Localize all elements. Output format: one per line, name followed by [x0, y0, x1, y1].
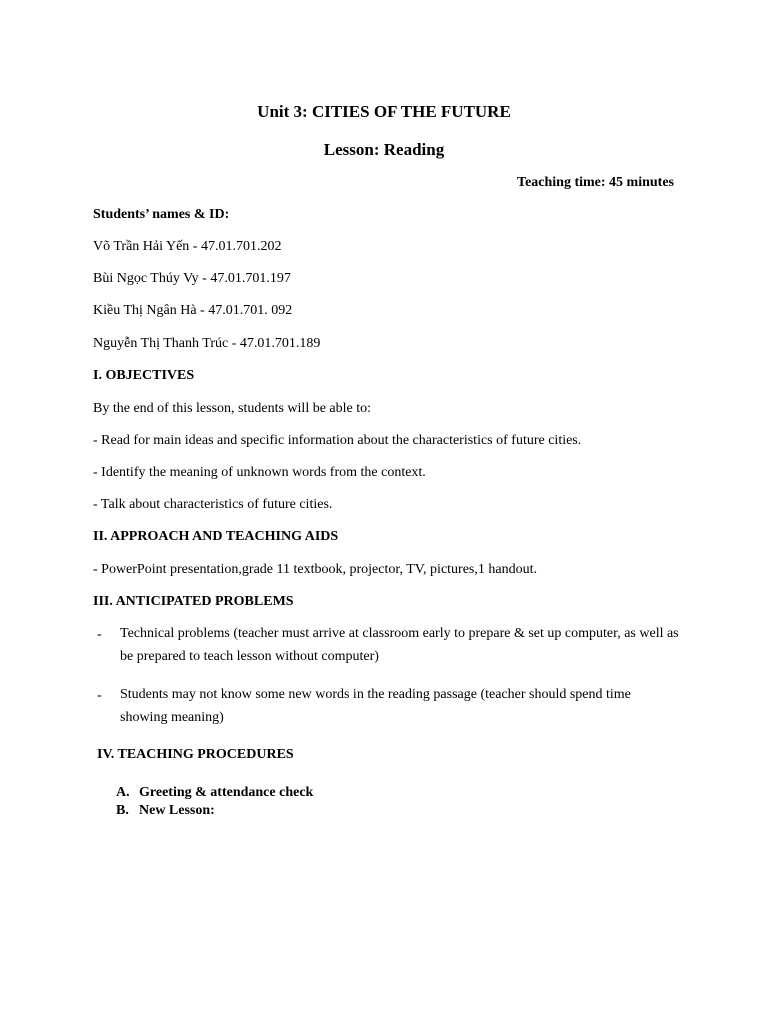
procedure-letter: A. [116, 785, 130, 800]
student-entry: Nguyễn Thị Thanh Trúc - 47.01.701.189 [93, 336, 321, 351]
procedure-label: New Lesson: [139, 803, 215, 818]
objectives-intro: By the end of this lesson, students will be able to: [93, 401, 372, 416]
procedure-item [116, 785, 313, 801]
lesson-title: Lesson: Reading [323, 140, 445, 159]
students-heading: Students’ names & ID: [93, 207, 230, 222]
bullet-dash: - [97, 688, 102, 703]
procedure-letter: B. [116, 803, 129, 818]
problem-item: Students may not know some new words in the reading passage (teacher should spend time showing meaning) [120, 687, 631, 725]
objective-item: - Read for main ideas and specific information about the characteristics of future cities. [93, 433, 582, 448]
approach-text: - PowerPoint presentation,grade 11 textbook, projector, TV, pictures,1 handout. [93, 562, 537, 577]
approach-heading: II. APPROACH AND TEACHING AIDS [93, 529, 339, 544]
bullet-dash: - [97, 627, 102, 642]
objective-item: - Talk about characteristics of future cities. [93, 497, 333, 512]
student-entry: Võ Trần Hải Yến - 47.01.701.202 [93, 239, 282, 254]
problems-heading: III. ANTICIPATED PROBLEMS [93, 594, 294, 609]
objectives-heading: I. OBJECTIVES [93, 368, 195, 383]
student-entry: Bùi Ngọc Thúy Vy - 47.01.701.197 [93, 271, 291, 286]
procedure-label: Greeting & attendance check [139, 785, 314, 800]
procedures-heading: IV. TEACHING PROCEDURES [97, 747, 294, 762]
unit-title: Unit 3: CITIES OF THE FUTURE [257, 102, 511, 121]
objective-item: - Identify the meaning of unknown words from the context. [93, 465, 426, 480]
procedure-item [116, 803, 215, 819]
student-entry: Kiều Thị Ngân Hà - 47.01.701. 092 [93, 303, 293, 318]
problem-item: Technical problems (teacher must arrive at classroom early to prepare & set up computer, as well as be prepared to teach lesson without computer) [120, 626, 679, 664]
teaching-time: Teaching time: 45 minutes [517, 175, 674, 190]
